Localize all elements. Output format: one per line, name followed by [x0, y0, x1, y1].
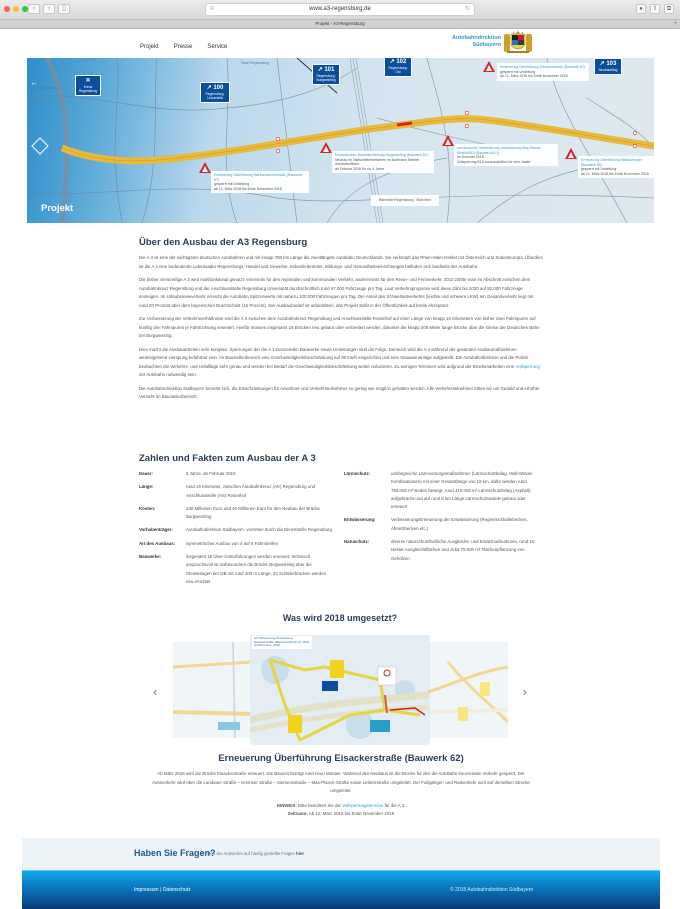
copyright: © 2018 Autobahndirektion Südbayern	[450, 887, 534, 893]
extension-icon[interactable]: ●	[636, 4, 646, 14]
active-tab[interactable]: Projekt - A3-Regensburg	[315, 21, 365, 26]
sign-regensburg-burgweinting: ↗ 101 Regensburg-Burgweinting	[312, 64, 340, 85]
facts-left-column	[139, 470, 334, 586]
construction-warning-icon	[483, 61, 495, 72]
hero-title: Projekt	[41, 203, 74, 214]
exit-icon: ↗	[206, 85, 212, 91]
nav-presse[interactable]: Presse	[173, 44, 193, 50]
reload-icon[interactable]: ↻	[464, 6, 470, 12]
logo-line1: Autobahndirektion	[452, 35, 501, 41]
minimize-window-icon[interactable]	[13, 6, 19, 12]
construction-warning-icon	[565, 148, 577, 159]
construction-warning-icon	[320, 142, 332, 153]
tab-bar	[0, 20, 680, 29]
about-heading: Über den Ausbau der A3 Regensburg	[139, 237, 308, 248]
fact-row: Dauer: 6 Jahre, ab Februar 2018	[139, 471, 236, 476]
callout-bauwerk-57[interactable]: Erneuerung Überführung Markomannenstraße (Bauwerk 57) gesperrt mit Umleitung ab 12. März 2018 bis Ende November 2018	[211, 171, 309, 193]
address-bar[interactable]	[205, 3, 475, 16]
forward-icon[interactable]: ›	[43, 4, 55, 14]
faq-text: Finden Sie Antworten auf häufig gestellte Fragen hier.	[202, 851, 306, 856]
exit-icon: ↗	[599, 61, 605, 67]
map-label-bahnlinie: Bahnlinie Regensburg - München	[371, 195, 439, 206]
url-text: www.a3-regensburg.de	[309, 6, 371, 12]
interchange-icon: ✕	[85, 78, 91, 84]
fact-row: Vorhabenträger: Autobahndirektion Südbayern, vertreten durch die Dienststelle Regensburg	[139, 527, 332, 533]
fact-row: Lärmschutz: umfangreiche Lärmvorsorgemaßnahmen (Lärmschutzbelag, Wall-/Wand-Kombinationen) mit einer Gesamtlänge von 19 km, dafür werden rund 750.000 m³ Boden bewegt, rund 410.000 m² Lärmschutzbelag (Asphalt) aufgebracht und auf rund 8 km Länge Lärmschutzwände gebaut oder erneuert	[344, 471, 533, 510]
facts-heading-wrap	[139, 453, 543, 464]
window-controls	[4, 6, 28, 12]
slide-map-next	[428, 642, 508, 738]
map-label-richtung: Richtung Nürnberg	[30, 86, 60, 90]
about-section	[139, 237, 543, 402]
callout-bauwerk-66[interactable]: Erneuerung Überführung Mintrachinger (Bauwerk 66) gesperrt mit Umleitung ab 12. März 2018 bis Ende November 2018	[578, 156, 654, 178]
project-period: Zeitraum: Ab 12. März 2018 bis Ende November 2018	[287, 811, 395, 816]
projects-carousel	[150, 630, 530, 750]
site-header	[0, 29, 680, 58]
chevron-right-icon[interactable]: ›	[522, 684, 527, 699]
exit-icon: ↗	[317, 67, 323, 73]
footer-links: Impressum | Datenschutz	[134, 887, 191, 893]
facts-heading: Zahlen und Fakten zum Ausbau der A 3	[139, 453, 316, 464]
new-tab-icon[interactable]: +	[673, 21, 677, 27]
impressum-link[interactable]: Impressum	[134, 887, 159, 893]
vollsperrung-link[interactable]: Vollsperrung	[515, 363, 540, 369]
faq-banner	[22, 838, 660, 870]
main-nav	[140, 44, 227, 50]
nav-service[interactable]: Service	[207, 44, 228, 50]
slide-map-prev	[173, 642, 253, 738]
about-paragraph-4: Dies macht die Ausbauarbeiten sehr komplex. Sperrungen der die A 3 kreuzenden Bauwerke sowie Umleitungen sind die Folge. Dennoch wird die A 3 während der gesamten Ausbaumaßnahmen weitestgehend vierspurig befahrbar sein. Im Baustellenbereich eine Geschwindigkeitsbeschränkung auf 80 km/h eingerichtet und eine Stauwarnanlage aufgestellt. Die Autobahndirektion und die Polizei beobachten die Verkehrs- und Unfalllage sehr genau und werden bei Bedarf die Geschwindigkeitsbeschränkung weiter reduzieren. Zu wenigen Terminen wird aufgrund der Brückenarbeiten eine Vollsperrung der Autobahn notwendig sein.	[139, 346, 540, 377]
sidebar-icon[interactable]: ▯	[58, 4, 70, 14]
fact-row: Art des Ausbaus: symmetrischer Ausbau von 4 auf 6 Fahrstreifen	[139, 540, 279, 546]
project-hint: HINWEIS: Bitte beachten Sie die Vollsperrungstermine für die A 3.	[276, 802, 406, 808]
slide-map-bauwerk-62	[250, 635, 430, 745]
about-paragraph-1: Die A 3 ist eine der wichtigsten deutschen Autobahnen und mit knapp 780 km Länge die zweitlängste Autobahn Deutschlands. Sie verknüpft das Rhein-Main-Gebiet mit Österreich und Südosteuropa. Überdies ist die A 3 eine bedeutende Lebensader Regensburgs: Handel und Gewerbe, Industriebetriebe, Bildungs- und Gesundheitseinrichtungen befinden sich beidseits der Autobahn.	[139, 255, 543, 269]
carousel-slide-prev[interactable]	[173, 642, 253, 738]
about-paragraph-3: Zur Verbesserung der Verkehrsverhältnisse wird die A 3 zwischen dem Autobahnkreuz Regensburg und Anschlussstelle Rosenhof auf einer Länge von knapp 15 Kilometern von bisher zwei Fahrspuren auf künftig drei Fahrspuren je Fahrtrichtung erweitert. Hierfür müssen insgesamt 16 Brücken neu gebaut oder verbreitert werden, darunter die knapp 200 Meter lange Brücke über die Gleise der Deutschen Bahn bei Burgweinting.	[139, 316, 540, 338]
facts-right-column	[344, 470, 539, 563]
close-window-icon[interactable]	[4, 6, 10, 12]
map-label-stadt: Stadt Regensburg	[241, 61, 270, 65]
fact-row: Natuschutz: diverse naturschutzfachliche Ausgleichs- und Ersatzmaßnahmen, rund 10 Hektar Ausgleichsflächen und zirka 75.000 m² Flächenpflanzung von Gehölzen	[344, 539, 535, 561]
share-icon[interactable]: ⇧	[650, 4, 660, 14]
hero-map	[27, 58, 654, 223]
construction-warning-icon	[199, 162, 211, 173]
project-detail	[139, 753, 543, 819]
callout-bauwerk-59[interactable]: Ersatzneubau Bahnüberführung Burgweinting (Bauwerk 59) Neubau im Taktschiebeverfahren im laufenden Betrieb Autobahn/Bahn ab Februar 2018 für ca. 4 Jahre	[332, 151, 434, 173]
reader-icon[interactable]: ≡	[210, 6, 214, 12]
exit-icon: ↗	[389, 59, 395, 65]
sign-regensburg-ost: ↗ 102 Regensburg-Ost	[384, 58, 412, 77]
about-paragraph-5: Die Autobahndirektion Südbayern bemüht sich, die Einschränkungen für Anwohner und Verkehrsteilnehmer so gering wie möglich gehalten werden. Alle Verkehrsteilnehmer bitten wir um Geduld und erhöhte Vorsicht im Baustellenbereich.	[139, 385, 540, 399]
carousel-slide-active[interactable]	[250, 635, 430, 745]
callout-bauwerk-62[interactable]: Erneuerung Überführung Eisackerstraße (Bauwerk 62) gesperrt mit Umleitung ab 12. März 2018 bis Ende November 2018	[497, 63, 589, 81]
vollsperrungstermine-link[interactable]: Vollsperrungstermine	[342, 802, 384, 808]
bavarian-crest-icon	[504, 30, 532, 54]
tabs-icon[interactable]: ⧉	[664, 4, 674, 14]
back-icon[interactable]: ‹	[28, 4, 40, 14]
project-detail-body: Ab März 2018 wird die Brücke Eisackerstraße erneuert. Die Bauzeit beträgt rund neun Monate. Während des Neubaus ist die Brücke für den die Autobahn kreuzenden Verkehr gesperrt. Der Autoverkehr wird über die Landauer Straße – Kremser Straße – Siemensstraße – Max-Planck-Straße sowie Leibnizstraße umgeleitet. Der Fußgänger- und Radverkehr wird auf derselben Strecke umgeleitet.	[152, 771, 530, 793]
fact-row: Entwässerung: Verbesserung/Erneuerung der Entwässerung (Regenrückhaltebecken, Absetzbecken etc.)	[344, 517, 528, 531]
route-map	[27, 58, 654, 223]
chevron-left-icon[interactable]: ‹	[153, 684, 158, 699]
faq-link[interactable]: hier	[296, 851, 305, 856]
construction-warning-icon	[442, 135, 454, 146]
nav-projekt[interactable]: Projekt	[140, 44, 159, 50]
slide-caption: A3 Vollsperrung Überführung Eisackerstraße (Bauwerk 62) ab 12. März 2018 bis Nov. 2018	[252, 636, 312, 649]
project-detail-title: Erneuerung Überführung Eisackerstraße (Bauwerk 62)	[218, 753, 464, 764]
faq-title: Haben Sie Fragen?	[134, 848, 216, 858]
logo[interactable]	[452, 30, 532, 54]
fact-row: Bauwerke: insgesamt 16 Über-/Unterführungen werden erneuert; technisch anspruchsvoll ist insbesondere die Brücke Burgweinting über die Gleisanlagen der DB mit rund 200 m Länge; 24 Schilderbrücken werden neu errichtet	[139, 554, 327, 584]
projects-2018-heading: Was wird 2018 umgesetzt?	[282, 613, 398, 623]
sign-kreuz-regensburg: ✕ Kreuz Regensburg	[75, 75, 101, 96]
sign-neutraubling: ↗ 103 Neutraubling	[594, 58, 622, 75]
browser-toolbar	[0, 0, 680, 20]
fact-row: Länge: rund 15 Kilometer, zwischen Autobahnkreuz (AK) Regensburg und Anschlussstelle (AS) Rosenhof	[139, 484, 316, 498]
datenschutz-link[interactable]: Datenschutz	[162, 887, 191, 893]
arrow-left-icon: ←	[30, 78, 38, 87]
about-paragraph-2: Die bisher vierstreifige A 3 wird multifunktional genutzt: einerseits für den regionalen und kommunalen Verkehr, andererseits für den Reise- und Fernverkehr. 2010 zählte man im Abschnitt zwischen dem Autobahnkreuz Regensburg und der Anschlussstelle Regensburg Universität durchschnittlich rund 67.000 Fahrzeuge pro Tag. Laut Verkehrsprognose wird diese Zahl bis 2030 auf 82.000 Fahrzeuge ansteigen. Im Urlaubsreiseverkehr erreicht die Autobahn Spitzenwerte mit nahezu 100.000 Fahrzeugen pro Tag. Der Anteil des Schwerlastverkehrs (leichte und schwere LKW) am Gesamtverkehr liegt mit rund 20 Prozent über dem bayerischen Durchschnitt (15 Prozent). Der Ausbaubedarf ist unbestritten, das Projekt stößt in der Öffentlichkeit auf breite Akzeptanz.	[139, 277, 534, 308]
logo-line2: Südbayern	[472, 42, 501, 48]
carousel-slide-next[interactable]	[428, 642, 508, 738]
fact-row: Kosten: 230 Millionen Euro und 40 Millionen Euro für den Neubau der Brücke Burgweinting	[139, 505, 320, 520]
sign-regensburg-universitaet: ↗ 100 Regensburg-Universität	[200, 82, 230, 103]
site-footer	[22, 870, 660, 909]
callout-bauwerk-60-1[interactable]: provisorische Verbreiterung Unterführung Max-Planck-Straße/B15 (Bauwerk 60.1) im Sommer 2018 Vollsperrung B15 voraussichtlich für eine Nacht	[454, 144, 558, 166]
